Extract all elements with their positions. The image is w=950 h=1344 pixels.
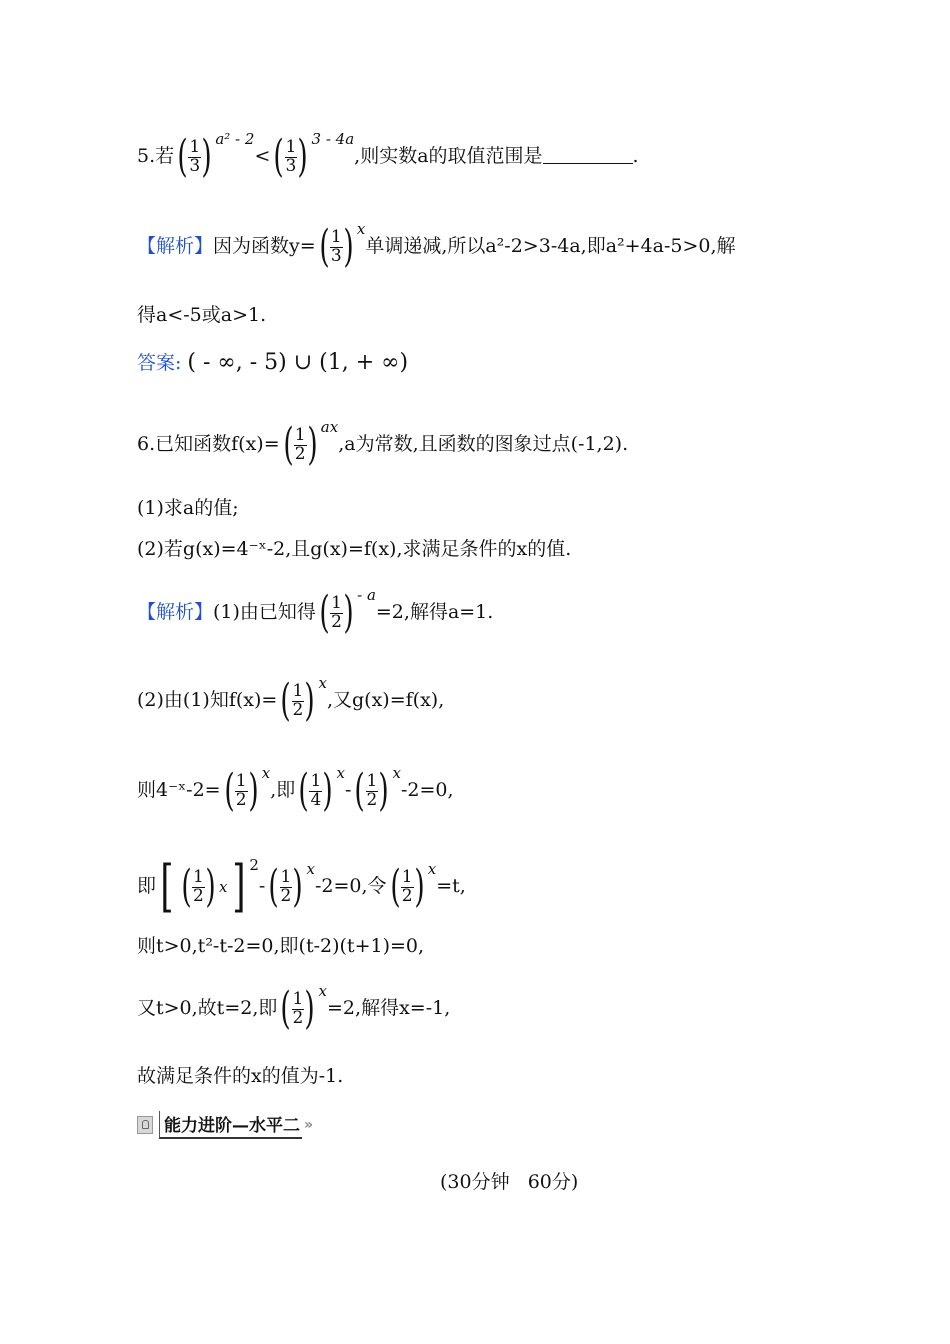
frac-den: 4 (310, 789, 322, 810)
analysis-label: 【解析】 (137, 235, 214, 257)
frac-den: 3 (285, 155, 297, 176)
q5-analysis-line2: 得a<-5或a>1. (137, 304, 267, 326)
exp-x: x (427, 860, 437, 878)
frac-num: 1 (331, 592, 342, 613)
frac-num: 1 (189, 136, 201, 157)
q6a-s1-exp: - a (357, 586, 376, 604)
q5a-pre: 因为函数y= (213, 235, 316, 257)
q5-analysis-line1 (137, 220, 736, 272)
q5-fraction-1: ( $\frac{1}{3}$ ) (177, 131, 212, 182)
fraction-half: ( $\frac{1}{2}$ ) (319, 587, 354, 638)
exp-x: x (336, 764, 345, 782)
frac-num: 1 (310, 770, 322, 791)
q5-answer (137, 352, 408, 374)
fraction-half: ( $\frac{1}{2}$ ) (280, 675, 316, 726)
frac-den: 2 (193, 885, 204, 906)
q5-period: . (632, 145, 639, 167)
q6-fraction: ( $\frac{1}{2}$ ) (283, 419, 318, 470)
q5a-post: 单调递减,所以a²-2>3-4a,即a²+4a-5>0,解 (365, 235, 736, 257)
frac-num: 1 (235, 770, 247, 791)
q6a-s4-post: =t, (436, 875, 466, 897)
q6a-s1-post: =2,解得a=1. (375, 601, 494, 623)
fraction-half: ( $\frac{1}{2}$ ) (268, 861, 304, 912)
q6-analysis-step4 (137, 854, 466, 919)
q6a-s3-minus: - (344, 779, 352, 801)
frac-den: 3 (330, 245, 342, 266)
frac-num: 1 (285, 136, 297, 157)
frac-num: 1 (193, 866, 204, 887)
answer-label: 答案: (137, 352, 182, 374)
fraction-half: ( $\frac{1}{2}$ ) (280, 983, 316, 1034)
q6-part2: (2)若g(x)=4⁻ˣ-2,且g(x)=f(x),求满足条件的x的值. (137, 538, 572, 560)
frac-num: 1 (294, 424, 306, 445)
frac-den: 2 (280, 885, 292, 906)
q5-rest: ,则实数a的取值范围是 (354, 145, 543, 167)
q6-pre: 6.已知函数f(x)= (137, 433, 280, 455)
frac-den: 2 (331, 611, 342, 632)
q5-lt: < (254, 145, 271, 167)
frac-den: 2 (401, 885, 413, 906)
question-number: 5. (137, 145, 156, 167)
frac-den: 2 (366, 789, 378, 810)
q6-analysis-step3 (137, 764, 454, 816)
frac-num: 1 (366, 770, 378, 791)
q5-ruo: 若 (155, 145, 175, 167)
lightbulb-icon (137, 1116, 153, 1134)
q6a-s6-pre: 又t>0,故t=2,即 (137, 997, 278, 1019)
exp-square: 2 (249, 856, 259, 874)
frac-num: 1 (280, 866, 292, 887)
q6a-s3-mid: ,即 (270, 779, 296, 801)
q6-post: ,a为常数,且函数的图象过点(-1,2). (338, 433, 629, 455)
exp-x: x (306, 860, 315, 878)
fraction-half: ( $\frac{1}{2}$ ) (354, 765, 390, 816)
q6-exp: ax (320, 418, 339, 436)
fraction-half: ( $\frac{1}{2}$ ) (389, 861, 425, 912)
q6a-s3-pre: 则4⁻ˣ-2= (137, 779, 221, 801)
q5-exp1: a² - 2 (215, 130, 255, 148)
q6-part1: (1)求a的值; (137, 497, 239, 519)
exp-x: x (219, 877, 228, 896)
answer-value: ( - ∞, - 5) ∪ (1, + ∞) (187, 350, 409, 375)
frac-num: 1 (292, 680, 304, 701)
q5a-fraction: ( $\frac{1}{3}$ ) (319, 221, 354, 272)
q6a-s6-post: =2,解得x=-1, (327, 997, 451, 1019)
frac-den: 2 (292, 1007, 304, 1028)
exp-x: x (318, 674, 327, 692)
exp-x: x (318, 982, 328, 1000)
analysis-label: 【解析】 (137, 601, 214, 623)
q5-exp2: 3 - 4a (311, 130, 355, 148)
q5a-exp: x (356, 220, 366, 238)
exp-x: x (261, 764, 271, 782)
frac-den: 3 (189, 155, 201, 176)
section-header (137, 1115, 313, 1135)
q6a-s4-minus: - (258, 875, 266, 897)
q6a-s2-post: ,又g(x)=f(x), (326, 689, 445, 711)
q6a-s2-pre: (2)由(1)知f(x)= (137, 689, 278, 711)
q6-analysis-step5: 则t>0,t²-t-2=0,即(t-2)(t+1)=0, (137, 935, 425, 957)
fraction-half: ( $\frac{1}{2}$ ) (224, 765, 259, 816)
section-title: 能力进阶—水平二 (159, 1111, 302, 1139)
q6-analysis-step7: 故满足条件的x的值为-1. (137, 1065, 344, 1087)
frac-den: 2 (235, 789, 247, 810)
q6a-s1-pre: (1)由已知得 (213, 601, 316, 623)
frac-den: 2 (294, 443, 306, 464)
frac-den: 2 (292, 699, 304, 720)
time-limit: (30分钟 60分) (440, 1171, 579, 1193)
q6-analysis-step2 (137, 674, 445, 726)
q6-stem (137, 418, 629, 470)
answer-blank (543, 145, 633, 164)
q6a-s4-pre: 即 (137, 875, 157, 897)
frac-num: 1 (330, 226, 342, 247)
q6-analysis-step6 (137, 982, 451, 1034)
double-chevron-icon: » (304, 1117, 314, 1133)
frac-num: 1 (292, 988, 304, 1009)
q5-fraction-2: ( $\frac{1}{3}$ ) (273, 131, 309, 182)
exp-x: x (392, 764, 401, 782)
q5-stem (137, 130, 639, 182)
bracket-expression: [ ( $\frac{1}{2}$ ) x ] (160, 854, 246, 919)
q6a-s3-post: -2=0, (401, 779, 454, 801)
frac-num: 1 (401, 866, 413, 887)
q6a-s4-mid: -2=0,令 (314, 875, 387, 897)
fraction-quarter: ( $\frac{1}{4}$ ) (298, 765, 334, 816)
q6-analysis-step1 (137, 586, 494, 638)
